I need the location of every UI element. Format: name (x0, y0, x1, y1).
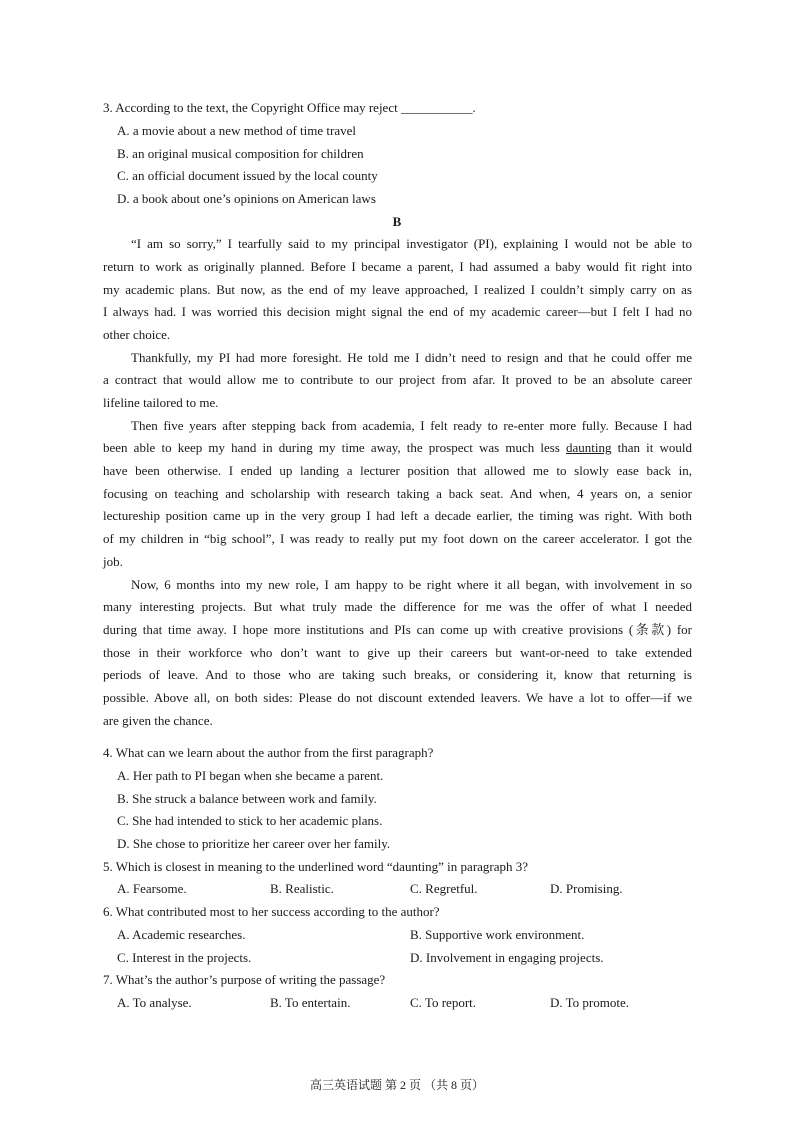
passage-line: “I am so sorry,” I tearfully said to my principal investigator (PI), explaining I would not be able to (131, 236, 692, 251)
underlined-word-daunting: daunting (565, 440, 612, 455)
q6-option-d: D. Involvement in engaging projects. (410, 950, 604, 965)
q3-option-b: B. an original musical composition for children (117, 146, 364, 161)
passage-line: Now, 6 months into my new role, I am happy to be right where it all began, with involvement in so (131, 577, 692, 592)
passage-line: I always had. I was worried this decision might signal the end of my academic career—but I felt I had no (103, 304, 692, 319)
passage-line: of my children in “big school”, I was ready to really put my foot down on the career accelerator. I got the (103, 531, 692, 546)
passage-line: Thankfully, my PI had more foresight. He told me I didn’t need to resign and that he could offer me (131, 350, 692, 365)
q4-stem: 4. What can we learn about the author from the first paragraph? (103, 745, 434, 760)
q5-option-d: D. Promising. (550, 881, 623, 896)
passage-line: job. (103, 554, 123, 569)
passage-line: are given the chance. (103, 713, 213, 728)
q6-option-a: A. Academic researches. (117, 927, 246, 942)
passage-line: my academic plans. But now, as the end of my leave approached, I realized I couldn’t simply carry on as (103, 282, 692, 297)
q4-option-d: D. She chose to prioritize her career over her family. (117, 836, 391, 851)
q3-option-d: D. a book about one’s opinions on American laws (117, 191, 376, 206)
passage-line-with-underline (103, 440, 692, 456)
q4-option-c: C. She had intended to stick to her academic plans. (117, 813, 383, 828)
q7-option-b: B. To entertain. (270, 995, 351, 1010)
passage-line: during that time away. I hope more institutions and PIs can come up with creative provisions (条款) for (103, 622, 692, 637)
passage-line: many interesting projects. But what truly made the difference for me was the offer of what I needed (103, 599, 692, 614)
q4-option-b: B. She struck a balance between work and family. (117, 791, 377, 806)
q6-stem: 6. What contributed most to her success according to the author? (103, 904, 440, 919)
q7-stem: 7. What’s the author’s purpose of writing the passage? (103, 972, 386, 987)
q7-option-d: D. To promote. (550, 995, 630, 1010)
section-label: B (392, 214, 402, 229)
q7-option-c: C. To report. (410, 995, 477, 1010)
q5-stem: 5. Which is closest in meaning to the underlined word “daunting” in paragraph 3? (103, 859, 529, 874)
passage-line: possible. Above all, on both sides: Please do not discount extended leavers. We have a lot to offer—if we (103, 690, 692, 705)
passage-line: focusing on teaching and scholarship with research taking a back seat. And when, 4 years on, a senior (103, 486, 692, 501)
q6-option-b: B. Supportive work environment. (410, 927, 585, 942)
passage-line: return to work as originally planned. Before I became a parent, I had assumed a baby would fit right into (103, 259, 692, 274)
passage-line: have been otherwise. I ended up landing a lecturer position that allowed me to slowly ease back in, (103, 463, 692, 478)
q3-stem: 3. According to the text, the Copyright Office may reject ___________. (103, 100, 476, 115)
q6-option-c: C. Interest in the projects. (117, 950, 252, 965)
q7-option-a: A. To analyse. (117, 995, 192, 1010)
passage-line: those in their workforce who don’t want to give up their careers but want-or-need to take extended (103, 645, 692, 660)
q5-option-a: A. Fearsome. (117, 881, 187, 896)
passage-line: lectureship position came up in the very group I had left a decade earlier, the timing was right. With both (103, 508, 692, 523)
passage-text: been able to keep my hand in during my time away, the prospect was much less (103, 440, 566, 455)
passage-line: Then five years after stepping back from academia, I felt ready to re-enter more fully. Because I had (131, 418, 692, 433)
q5-option-c: C. Regretful. (410, 881, 478, 896)
passage-text: than it would (611, 440, 692, 455)
passage-line: other choice. (103, 327, 171, 342)
page-footer: 高三英语试题 第 2 页 （共 8 页） (309, 1078, 484, 1092)
q4-option-a: A. Her path to PI began when she became a parent. (117, 768, 384, 783)
passage-line: lifeline tailored to me. (103, 395, 219, 410)
passage-line: a contract that would allow me to contribute to our project from afar. It proved to be an absolute career (103, 372, 692, 387)
passage-line: periods of leave. And to those who are taking such breaks, or considering it, know that returning is (103, 667, 692, 682)
q5-option-b: B. Realistic. (270, 881, 334, 896)
q3-option-a: A. a movie about a new method of time travel (117, 123, 356, 138)
q3-option-c: C. an official document issued by the local county (117, 168, 378, 183)
